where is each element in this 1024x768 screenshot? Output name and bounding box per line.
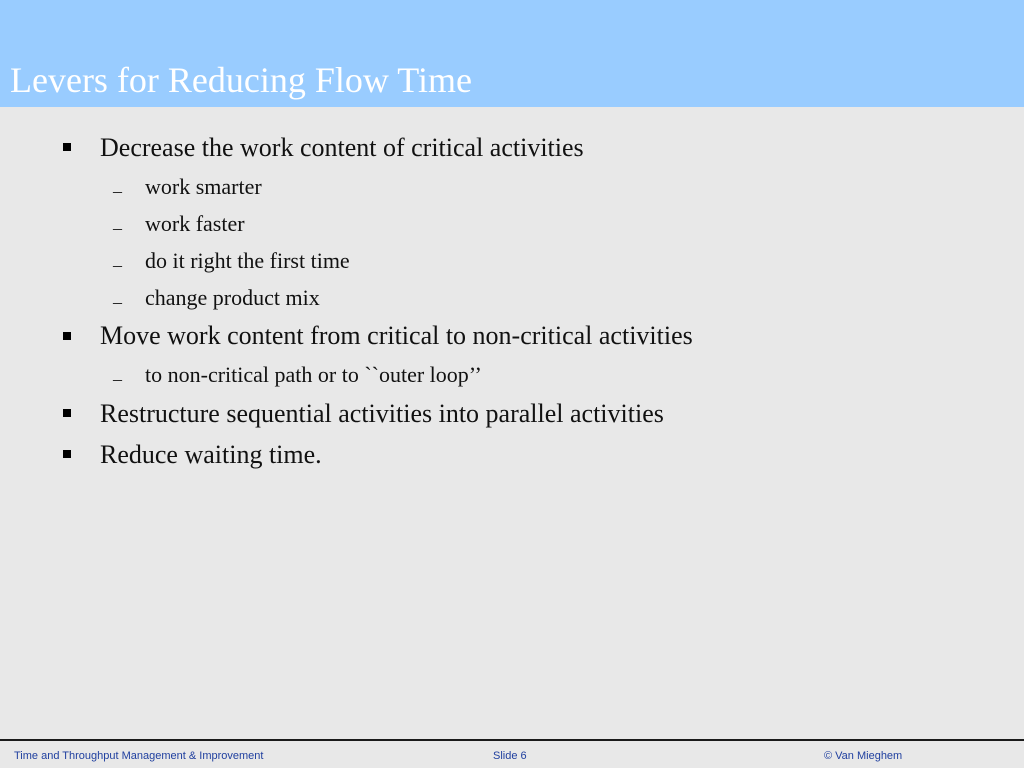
sub-bullet-item: change product mix [145,285,320,310]
dash-bullet-icon: – [113,369,122,389]
footer-slide-number: Slide 6 [493,750,527,762]
bullet-item: Reduce waiting time. [100,440,322,469]
dash-bullet-icon: – [113,181,122,201]
footer-copyright: © Van Mieghem [824,750,903,762]
sub-bullet-item: to non-critical path or to ``outer loop’’ [145,362,482,387]
bullet-item: Decrease the work content of critical activities [100,133,584,162]
dash-bullet-icon: – [113,218,122,238]
slide-title: Levers for Reducing Flow Time [10,60,472,100]
square-bullet-icon [63,409,71,417]
square-bullet-icon [63,450,71,458]
sub-bullet-item: do it right the first time [145,248,350,273]
square-bullet-icon [63,143,71,151]
dash-bullet-icon: – [113,255,122,275]
footer-course-title: Time and Throughput Management & Improvement [14,750,264,762]
bullet-item: Restructure sequential activities into parallel activities [100,399,664,428]
footer-divider [0,739,1024,741]
sub-bullet-item: work faster [145,211,245,236]
title-bar [0,0,1024,107]
square-bullet-icon [63,332,71,340]
sub-bullet-item: work smarter [145,174,262,199]
dash-bullet-icon: – [113,292,122,312]
bullet-item: Move work content from critical to non-critical activities [100,321,693,350]
